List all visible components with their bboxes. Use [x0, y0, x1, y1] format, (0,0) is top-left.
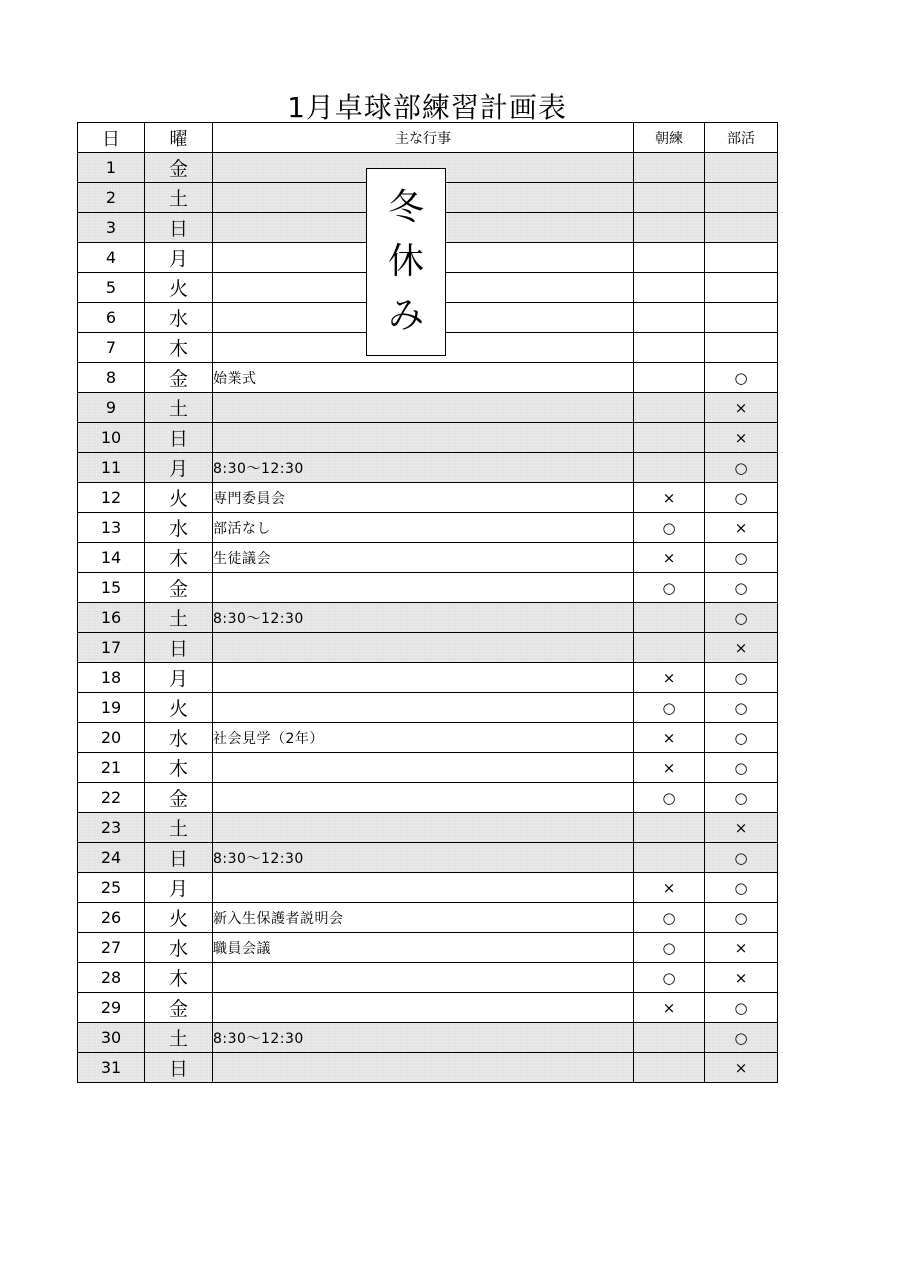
day-cell: 28 [78, 963, 145, 993]
morning-practice-cell: × [634, 483, 705, 513]
event-cell [213, 633, 634, 663]
event-cell [213, 963, 634, 993]
day-cell: 1 [78, 153, 145, 183]
day-cell: 10 [78, 423, 145, 453]
header-day: 日 [78, 123, 145, 153]
weekday-cell: 木 [145, 753, 213, 783]
table-row [78, 873, 778, 903]
winter-break-char: 休 [387, 241, 424, 282]
table-header-row [78, 123, 778, 153]
table-row [78, 633, 778, 663]
table-row [78, 723, 778, 753]
weekday-cell: 火 [145, 693, 213, 723]
table-row [78, 513, 778, 543]
table-row [78, 963, 778, 993]
morning-practice-cell [634, 1053, 705, 1083]
day-cell: 20 [78, 723, 145, 753]
winter-break-char: み [387, 295, 424, 336]
event-cell [213, 783, 634, 813]
event-cell [213, 663, 634, 693]
page-title: 1月卓球部練習計画表 [287, 91, 567, 124]
event-cell: 専門委員会 [213, 483, 634, 513]
weekday-cell: 木 [145, 333, 213, 363]
morning-practice-cell [634, 843, 705, 873]
morning-practice-cell [634, 153, 705, 183]
day-cell: 24 [78, 843, 145, 873]
header-club-activity: 部活 [705, 123, 778, 153]
weekday-cell: 月 [145, 453, 213, 483]
weekday-cell: 木 [145, 543, 213, 573]
weekday-cell: 日 [145, 633, 213, 663]
weekday-cell: 水 [145, 933, 213, 963]
club-activity-cell: ○ [705, 873, 778, 903]
event-cell [213, 693, 634, 723]
morning-practice-cell: × [634, 753, 705, 783]
club-activity-cell: ○ [705, 753, 778, 783]
weekday-cell: 月 [145, 873, 213, 903]
weekday-cell: 日 [145, 213, 213, 243]
club-activity-cell: × [705, 813, 778, 843]
weekday-cell: 土 [145, 183, 213, 213]
event-cell [213, 393, 634, 423]
weekday-cell: 日 [145, 843, 213, 873]
weekday-cell: 月 [145, 663, 213, 693]
morning-practice-cell: × [634, 873, 705, 903]
club-activity-cell: ○ [705, 543, 778, 573]
table-row [78, 453, 778, 483]
event-cell [213, 873, 634, 903]
morning-practice-cell [634, 423, 705, 453]
weekday-cell: 水 [145, 513, 213, 543]
day-cell: 5 [78, 273, 145, 303]
weekday-cell: 日 [145, 423, 213, 453]
day-cell: 25 [78, 873, 145, 903]
club-activity-cell: ○ [705, 363, 778, 393]
club-activity-cell: × [705, 513, 778, 543]
event-cell: 8:30～12:30 [213, 1023, 634, 1053]
club-activity-cell: ○ [705, 603, 778, 633]
day-cell: 29 [78, 993, 145, 1023]
club-activity-cell: ○ [705, 1023, 778, 1053]
event-cell: 部活なし [213, 513, 634, 543]
club-activity-cell: ○ [705, 993, 778, 1023]
day-cell: 18 [78, 663, 145, 693]
day-cell: 8 [78, 363, 145, 393]
morning-practice-cell: ○ [634, 903, 705, 933]
club-activity-cell [705, 303, 778, 333]
weekday-cell: 金 [145, 573, 213, 603]
table-row [78, 603, 778, 633]
morning-practice-cell: ○ [634, 573, 705, 603]
weekday-cell: 土 [145, 393, 213, 423]
day-cell: 21 [78, 753, 145, 783]
day-cell: 26 [78, 903, 145, 933]
event-cell [213, 993, 634, 1023]
day-cell: 13 [78, 513, 145, 543]
weekday-cell: 金 [145, 153, 213, 183]
event-cell [213, 1053, 634, 1083]
morning-practice-cell: ○ [634, 783, 705, 813]
table-row [78, 363, 778, 393]
header-event: 主な行事 [213, 123, 634, 153]
event-cell: 新入生保護者説明会 [213, 903, 634, 933]
morning-practice-cell [634, 213, 705, 243]
morning-practice-cell [634, 633, 705, 663]
weekday-cell: 日 [145, 1053, 213, 1083]
club-activity-cell: ○ [705, 663, 778, 693]
club-activity-cell: ○ [705, 783, 778, 813]
event-cell: 始業式 [213, 363, 634, 393]
table-row [78, 903, 778, 933]
morning-practice-cell [634, 453, 705, 483]
club-activity-cell: × [705, 423, 778, 453]
morning-practice-cell: ○ [634, 933, 705, 963]
weekday-cell: 金 [145, 363, 213, 393]
morning-practice-cell [634, 813, 705, 843]
morning-practice-cell [634, 363, 705, 393]
morning-practice-cell [634, 603, 705, 633]
weekday-cell: 水 [145, 723, 213, 753]
table-row [78, 993, 778, 1023]
weekday-cell: 土 [145, 603, 213, 633]
winter-break-char: 冬 [387, 187, 424, 228]
table-row [78, 783, 778, 813]
club-activity-cell [705, 243, 778, 273]
table-row [78, 753, 778, 783]
morning-practice-cell [634, 303, 705, 333]
day-cell: 9 [78, 393, 145, 423]
day-cell: 14 [78, 543, 145, 573]
weekday-cell: 木 [145, 963, 213, 993]
morning-practice-cell: × [634, 993, 705, 1023]
club-activity-cell: ○ [705, 723, 778, 753]
day-cell: 3 [78, 213, 145, 243]
day-cell: 19 [78, 693, 145, 723]
morning-practice-cell [634, 333, 705, 363]
day-cell: 22 [78, 783, 145, 813]
event-cell [213, 813, 634, 843]
club-activity-cell [705, 153, 778, 183]
table-row [78, 1023, 778, 1053]
table-row [78, 573, 778, 603]
table-row [78, 663, 778, 693]
weekday-cell: 月 [145, 243, 213, 273]
day-cell: 27 [78, 933, 145, 963]
club-activity-cell: ○ [705, 573, 778, 603]
table-row [78, 813, 778, 843]
club-activity-cell: ○ [705, 693, 778, 723]
event-cell: 生徒議会 [213, 543, 634, 573]
weekday-cell: 火 [145, 273, 213, 303]
club-activity-cell [705, 273, 778, 303]
day-cell: 15 [78, 573, 145, 603]
event-cell: 職員会議 [213, 933, 634, 963]
day-cell: 6 [78, 303, 145, 333]
day-cell: 16 [78, 603, 145, 633]
morning-practice-cell: ○ [634, 963, 705, 993]
day-cell: 4 [78, 243, 145, 273]
weekday-cell: 火 [145, 903, 213, 933]
event-cell: 社会見学（2年） [213, 723, 634, 753]
event-cell: 8:30～12:30 [213, 603, 634, 633]
weekday-cell: 土 [145, 1023, 213, 1053]
morning-practice-cell: ○ [634, 693, 705, 723]
event-cell: 8:30～12:30 [213, 453, 634, 483]
morning-practice-cell: ○ [634, 513, 705, 543]
day-cell: 30 [78, 1023, 145, 1053]
weekday-cell: 金 [145, 993, 213, 1023]
club-activity-cell: × [705, 963, 778, 993]
club-activity-cell: × [705, 1053, 778, 1083]
club-activity-cell: ○ [705, 483, 778, 513]
morning-practice-cell [634, 243, 705, 273]
winter-break-label [366, 168, 446, 356]
table-row [78, 933, 778, 963]
event-cell [213, 753, 634, 783]
club-activity-cell: × [705, 633, 778, 663]
table-row [78, 423, 778, 453]
table-row [78, 483, 778, 513]
header-morning-practice: 朝練 [634, 123, 705, 153]
event-cell: 8:30～12:30 [213, 843, 634, 873]
table-row [78, 843, 778, 873]
club-activity-cell [705, 333, 778, 363]
club-activity-cell [705, 183, 778, 213]
day-cell: 17 [78, 633, 145, 663]
weekday-cell: 火 [145, 483, 213, 513]
club-activity-cell: ○ [705, 903, 778, 933]
table-row [78, 543, 778, 573]
weekday-cell: 金 [145, 783, 213, 813]
event-cell [213, 573, 634, 603]
club-activity-cell: ○ [705, 453, 778, 483]
day-cell: 11 [78, 453, 145, 483]
morning-practice-cell: × [634, 723, 705, 753]
morning-practice-cell [634, 183, 705, 213]
day-cell: 7 [78, 333, 145, 363]
club-activity-cell: × [705, 933, 778, 963]
day-cell: 12 [78, 483, 145, 513]
club-activity-cell: × [705, 393, 778, 423]
morning-practice-cell: × [634, 663, 705, 693]
club-activity-cell [705, 213, 778, 243]
morning-practice-cell [634, 393, 705, 423]
day-cell: 2 [78, 183, 145, 213]
table-row [78, 693, 778, 723]
morning-practice-cell: × [634, 543, 705, 573]
header-weekday: 曜 [145, 123, 213, 153]
weekday-cell: 土 [145, 813, 213, 843]
morning-practice-cell [634, 273, 705, 303]
morning-practice-cell [634, 1023, 705, 1053]
event-cell [213, 423, 634, 453]
day-cell: 31 [78, 1053, 145, 1083]
weekday-cell: 水 [145, 303, 213, 333]
day-cell: 23 [78, 813, 145, 843]
table-row [78, 393, 778, 423]
club-activity-cell: ○ [705, 843, 778, 873]
table-row [78, 1053, 778, 1083]
